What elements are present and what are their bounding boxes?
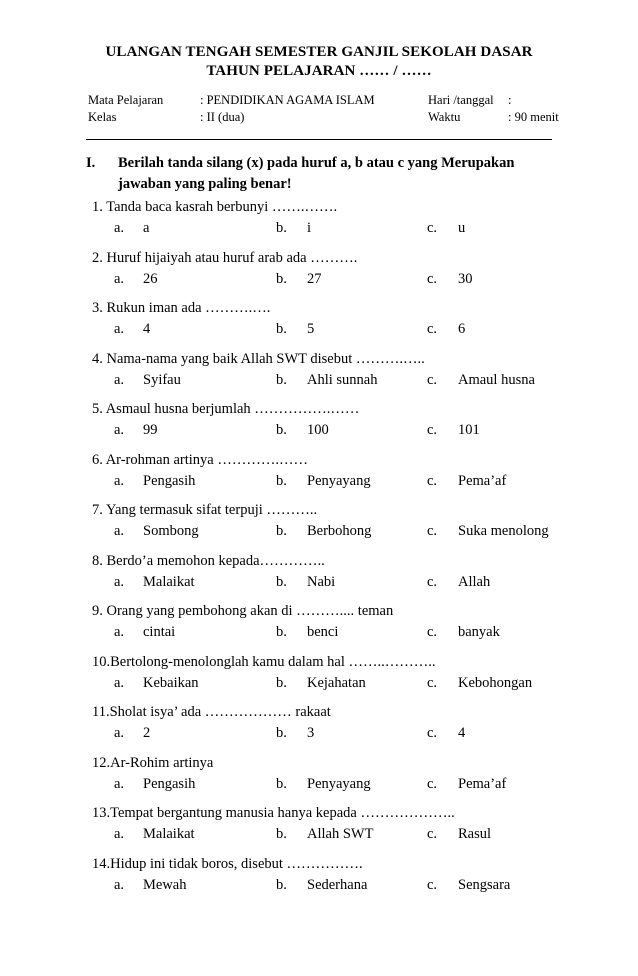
option-letter: c. [427,472,438,489]
option-letter: c. [427,674,438,691]
option-letter: c. [427,321,438,337]
subject-value: : PENDIDIKAN AGAMA ISLAM [200,93,375,107]
option-letter: a. [114,775,125,792]
question-item [0,199,638,250]
option-letter: a. [114,422,125,438]
option-letter: b. [276,876,287,893]
question-item [0,401,638,452]
time-label: Waktu [428,110,461,124]
header-divider [86,139,552,140]
option-letter: c. [427,876,438,893]
question-text: 3. Rukun iman ada ……….…. [92,300,271,316]
question-text: 6. Ar-rohman artinya ………….…… [92,451,308,468]
option-text: 26 [143,270,158,287]
question-item [0,856,638,907]
option-text: Pema’af [458,472,507,489]
option-letter: c. [427,523,438,539]
day-value: : [508,93,512,107]
question-item [0,502,638,553]
option-text: banyak [458,624,500,640]
option-letter: a. [114,725,125,741]
option-letter: c. [427,371,438,388]
question-item [0,300,638,351]
option-text: Ahli sunnah [307,371,378,388]
option-letter: c. [427,270,438,287]
option-text: Sengsara [458,876,511,893]
meta-row-subject [88,93,558,111]
option-letter: a. [114,624,125,640]
option-letter: c. [427,573,438,590]
question-item [0,351,638,402]
option-text: 5 [307,321,315,337]
option-letter: a. [114,472,125,489]
option-letter: c. [427,422,438,438]
option-letter: a. [114,826,125,842]
option-text: Sederhana [307,876,368,893]
option-letter: a. [114,876,125,893]
question-text: 5. Asmaul husna berjumlah …………….…… [92,401,360,417]
question-item [0,603,638,654]
question-item [0,704,638,755]
option-text: Allah [458,573,491,590]
academic-year: TAHUN PELAJARAN …… / …… [206,63,432,79]
option-text: Suka menolong [458,523,549,539]
option-letter: a. [114,573,125,590]
question-item [0,250,638,301]
question-text: 7. Yang termasuk sifat terpuji ……….. [92,502,318,518]
question-item [0,755,638,806]
question-text: 4. Nama-nama yang baik Allah SWT disebut ……….….. [92,350,425,367]
option-letter: b. [276,321,287,337]
option-letter: b. [276,624,287,640]
meta-row-class [88,110,558,128]
option-text: Sombong [143,523,199,539]
option-letter: b. [276,523,287,539]
option-letter: c. [427,826,438,842]
option-text: cintai [143,624,176,640]
option-text: Berbohong [307,523,372,539]
option-text: Pengasih [143,775,196,792]
option-text: Malaikat [143,826,195,842]
option-letter: b. [276,371,287,388]
instruction-text: Berilah tanda silang (x) pada huruf a, b atau c yang Merupakan jawaban yang paling benar! [118,155,515,192]
option-letter: c. [427,725,438,741]
question-text: 8. Berdo’a memohon kepada………….. [92,552,325,569]
option-text: Pema’af [458,775,507,792]
option-text: Penyayang [307,472,371,489]
question-text: 2. Huruf hijaiyah atau huruf arab ada ………. [92,249,358,266]
question-text: 13.Tempat bergantung manusia hanya kepada ……………….. [92,805,455,821]
option-text: 27 [307,270,322,287]
option-letter: b. [276,422,287,438]
exam-title: ULANGAN TENGAH SEMESTER GANJIL SEKOLAH DASAR [105,44,533,60]
option-text: Mewah [143,876,187,893]
option-text: Amaul husna [458,371,535,388]
option-letter: b. [276,573,287,590]
option-text: Syifau [143,371,181,388]
option-text: 99 [143,422,158,438]
question-text: 12.Ar-Rohim artinya [92,754,214,771]
option-letter: b. [276,826,287,842]
option-text: 101 [458,422,480,438]
option-letter: a. [114,674,125,691]
option-text: 4 [143,321,151,337]
question-item [0,553,638,604]
option-text: Rasul [458,826,492,842]
option-text: Kejahatan [307,674,366,691]
option-letter: c. [427,220,438,236]
question-text: 9. Orang yang pembohong akan di ……….... teman [92,603,394,619]
option-text: Pengasih [143,472,196,489]
option-letter: c. [427,775,438,792]
option-letter: b. [276,220,287,236]
option-letter: b. [276,674,287,691]
question-item [0,805,638,856]
option-text: 100 [307,422,329,438]
section-number: I. [86,155,96,171]
question-text: 1. Tanda baca kasrah berbunyi …….……. [92,199,338,215]
option-text: 30 [458,270,473,287]
option-text: Kebaikan [143,674,199,691]
option-letter: b. [276,270,287,287]
option-text: i [307,220,312,236]
option-text: 3 [307,725,315,741]
option-text: Allah SWT [307,826,374,842]
option-text: benci [307,624,339,640]
class-label: Kelas [88,110,117,124]
option-text: Malaikat [143,573,195,590]
option-text: 6 [458,321,466,337]
question-text: 14.Hidup ini tidak boros, disebut ……………. [92,855,363,872]
option-text: a [143,220,150,236]
option-letter: a. [114,220,125,236]
option-letter: a. [114,371,125,388]
option-text: u [458,220,466,236]
question-list [0,199,638,906]
option-text: 4 [458,725,466,741]
option-text: 2 [143,725,151,741]
option-letter: b. [276,725,287,741]
option-letter: b. [276,472,287,489]
day-label: Hari /tanggal [428,93,494,107]
option-text: Nabi [307,573,336,590]
option-letter: b. [276,775,287,792]
option-letter: a. [114,523,125,539]
question-text: 10.Bertolong-menolonglah kamu dalam hal ……..……….. [92,653,436,670]
time-value: : 90 menit [508,110,559,124]
option-letter: a. [114,270,125,287]
option-letter: c. [427,624,438,640]
question-text: 11.Sholat isya’ ada ……………… rakaat [92,704,331,720]
option-text: Penyayang [307,775,371,792]
class-value: : II (dua) [200,110,245,124]
question-item [0,654,638,705]
option-letter: a. [114,321,125,337]
question-item [0,452,638,503]
option-text: Kebohongan [458,674,533,691]
subject-label: Mata Pelajaran [88,93,164,107]
